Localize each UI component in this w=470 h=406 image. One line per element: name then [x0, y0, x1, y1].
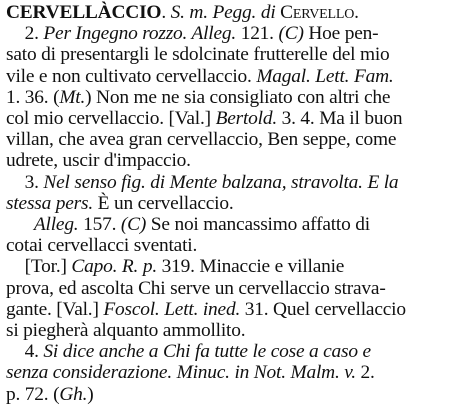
entry-line — [6, 384, 94, 406]
entry-text: S. m. Pegg. di — [170, 2, 281, 23]
entry-text: col mio cervellaccio. [Val.] — [6, 108, 216, 129]
entry-text — [6, 214, 34, 235]
entry-text: 3. 4. Ma il buon — [276, 108, 403, 129]
entry-text: Capo. R. p. — [71, 256, 157, 278]
entry-text: Nel senso fig. di Mente balzana, stravolta. E la — [43, 171, 399, 193]
entry-text: [Tor.] — [6, 256, 72, 278]
entry-text: Se noi mancassimo affatto di — [146, 214, 370, 235]
entry-text: gante. [Val.] — [6, 298, 104, 320]
entry-line — [6, 172, 398, 194]
entry-line — [6, 362, 375, 384]
entry-text: . — [354, 2, 359, 23]
entry-text: Gh. — [59, 383, 88, 405]
entry-text: 121. — [236, 23, 279, 45]
entry-line — [6, 299, 406, 321]
entry-text: 1. 36. ( — [6, 86, 60, 108]
entry-line — [6, 256, 344, 278]
entry-text: Cervello — [280, 2, 355, 23]
entry-text: vile e non cultivato cervellaccio. — [6, 65, 257, 87]
entry-line — [6, 320, 245, 342]
entry-line — [6, 108, 402, 130]
entry-text: Hoe pen- — [303, 23, 379, 45]
entry-text: villan, che avea gran cervellaccio, Ben seppe, come — [6, 129, 397, 151]
entry-text: Alleg. — [33, 214, 79, 235]
entry-line — [6, 23, 378, 45]
entry-text: ) — [87, 383, 94, 405]
entry-line — [6, 129, 396, 151]
entry-text: sato di presentargli le sdolcinate frutterelle del mio — [6, 44, 390, 66]
entry-text: . — [161, 2, 171, 23]
entry-text: Bertold. — [215, 108, 277, 129]
entry-line — [6, 214, 370, 236]
entry-text: p. 72. ( — [6, 383, 60, 405]
entry-text: si piegherà alquanto ammollito. — [6, 320, 246, 341]
entry-text: 3. — [6, 171, 44, 193]
entry-line — [6, 44, 390, 66]
entry-text: Per Ingegno rozzo. Alleg. — [43, 23, 237, 45]
entry-text: (C) — [120, 214, 147, 235]
entry-line — [6, 341, 371, 363]
entry-text: 2. — [6, 23, 44, 45]
entry-line — [6, 235, 197, 257]
entry-text: È un cervellaccio. — [93, 192, 234, 214]
entry-text: 31. Quel cervellaccio — [240, 298, 406, 320]
entry-text: prova, ed ascolta Chi serve un cervellaccio strava- — [6, 277, 386, 299]
entry-text: Foscol. Lett. ined. — [103, 298, 241, 320]
entry-text: 2. — [355, 362, 375, 384]
entry-text: ) Non me ne sia consigliato con altri che — [85, 86, 391, 108]
entry-line — [6, 193, 234, 215]
entry-text: Magal. Lett. Fam. — [256, 65, 394, 87]
entry-text: cotai cervellacci sventati. — [6, 235, 198, 257]
entry-line — [6, 66, 394, 88]
entry-text: Mt. — [59, 86, 86, 108]
entry-text: 319. Minaccie e villanie — [156, 256, 345, 278]
entry-text: CERVELLÀCCIO — [6, 2, 162, 23]
entry-line — [6, 150, 191, 172]
entry-text: stessa pers. — [6, 192, 94, 214]
entry-text: Si dice anche a Chi fa tutte le cose a caso e — [43, 341, 371, 363]
entry-text: senza considerazione. Minuc. in Not. Malm. v. — [6, 362, 356, 384]
entry-line — [6, 87, 390, 109]
entry-text: 157. — [78, 214, 121, 235]
entry-line — [6, 2, 359, 24]
entry-text: udrete, uscir d'impaccio. — [6, 150, 191, 172]
entry-text: 4. — [6, 341, 44, 363]
entry-text: (C) — [278, 23, 304, 45]
entry-line — [6, 278, 386, 300]
